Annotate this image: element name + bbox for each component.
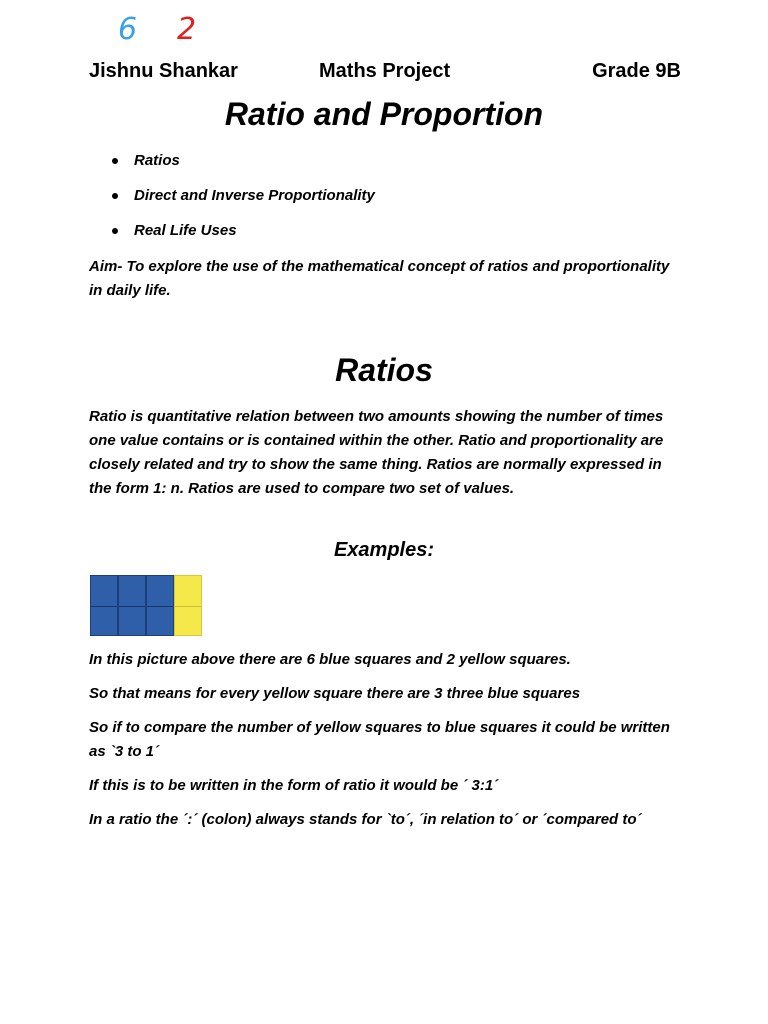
topic-label: Direct and Inverse Proportionality bbox=[134, 187, 375, 204]
ratio-definition: Ratio is quantitative relation between two amounts showing the number of times one value contains or is contained within the other. Ratio and proportionality are closely related and try to show the same thing. Ratios are normally expressed in the form 1: n. Ratios are used to compare two set of values. bbox=[89, 408, 664, 497]
blue-square bbox=[118, 575, 146, 636]
document-title: Ratio and Proportion bbox=[224, 96, 544, 132]
grade-label: Grade 9B bbox=[592, 60, 681, 82]
list-item bbox=[110, 185, 375, 220]
examples-heading: Examples: bbox=[333, 539, 435, 561]
yellow-count-label: 2 bbox=[177, 12, 197, 47]
topic-list bbox=[110, 150, 375, 255]
list-item bbox=[110, 150, 375, 185]
ratio-squares-figure bbox=[90, 575, 204, 636]
topic-label: Ratios bbox=[134, 152, 180, 169]
blue-square bbox=[146, 575, 174, 636]
project-subject: Maths Project bbox=[319, 60, 451, 82]
example-line: So if to compare the number of yellow squares to blue squares it could be written as `3 to 1´ bbox=[89, 719, 670, 760]
bullet-icon bbox=[112, 158, 118, 164]
example-line: So that means for every yellow square there are 3 three blue squares bbox=[89, 685, 581, 702]
bullet-icon bbox=[112, 193, 118, 199]
list-item bbox=[110, 220, 375, 255]
aim-statement: Aim- To explore the use of the mathematical concept of ratios and proportionality in daily life. bbox=[89, 258, 670, 299]
example-line: If this is to be written in the form of ratio it would be ´ 3:1´ bbox=[89, 777, 499, 794]
author-name: Jishnu Shankar bbox=[89, 60, 238, 82]
example-line: In a ratio the ´:´ (colon) always stands for `to´, ´in relation to´ or ´compared to´ bbox=[89, 811, 642, 828]
example-line: In this picture above there are 6 blue squares and 2 yellow squares. bbox=[89, 651, 571, 668]
blue-count-label: 6 bbox=[118, 12, 138, 47]
yellow-square bbox=[174, 575, 202, 636]
blue-square bbox=[90, 575, 118, 636]
topic-label: Real Life Uses bbox=[134, 222, 237, 239]
bullet-icon bbox=[112, 228, 118, 234]
section-heading-ratios: Ratios bbox=[335, 352, 433, 388]
